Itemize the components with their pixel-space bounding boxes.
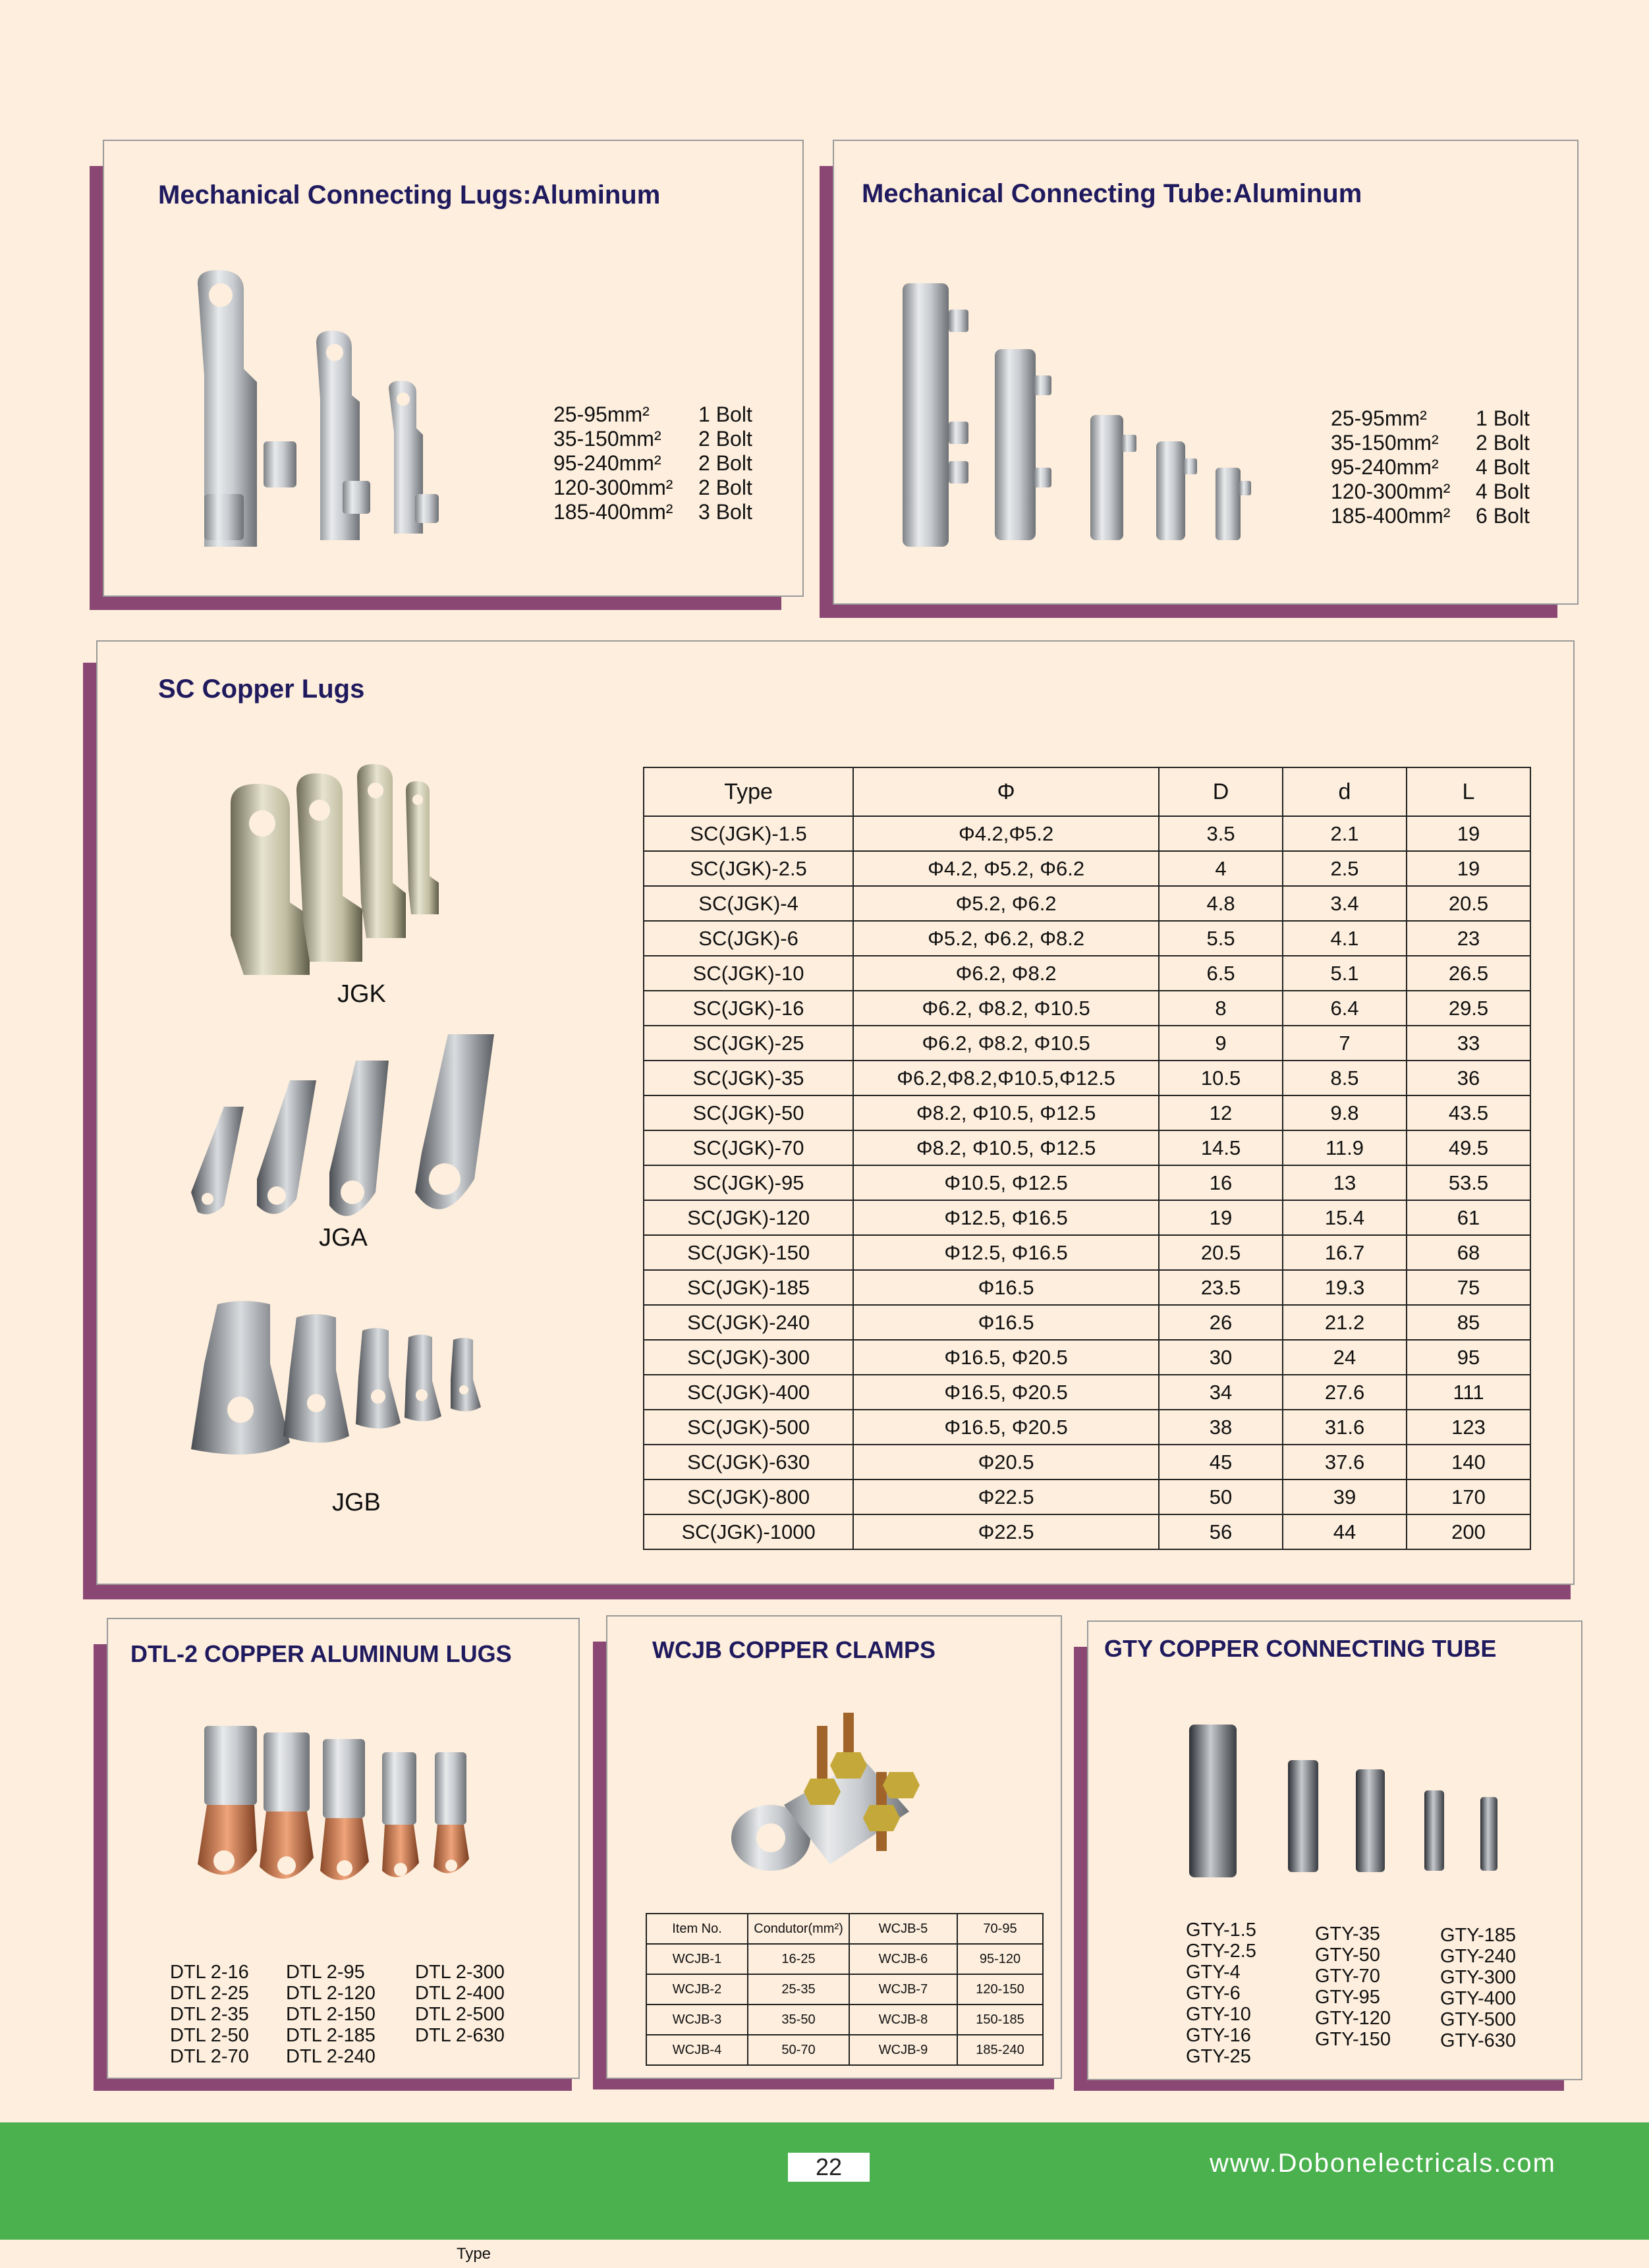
spec-row: 35-150mm² 2 Bolt <box>1331 431 1530 455</box>
table-cell: 95-120 <box>957 1944 1043 1974</box>
spec-row: 95-240mm² 2 Bolt <box>553 451 752 475</box>
list-item: GTY-400 <box>1440 1988 1516 2009</box>
table-row <box>644 991 1530 1026</box>
table-cell: 20.5 <box>1159 1235 1283 1270</box>
table-cell: 35-50 <box>748 2005 849 2035</box>
table-cell: 20.5 <box>1407 886 1530 921</box>
table-cell: SC(JGK)-400 <box>644 1375 853 1410</box>
list-item: DTL 2-50 <box>170 2025 249 2046</box>
mech-lugs-image <box>191 270 481 553</box>
table-cell: Φ4.2, Φ5.2, Φ6.2 <box>853 851 1159 886</box>
col-header-phi: Φ <box>853 767 1159 816</box>
col-header-D: D <box>1159 767 1283 816</box>
table-cell: Φ8.2, Φ10.5, Φ12.5 <box>853 1095 1159 1130</box>
dtl-image <box>191 1726 507 1897</box>
table-row <box>646 1974 1043 2005</box>
table-cell: 170 <box>1407 1480 1530 1514</box>
table-row <box>644 1061 1530 1095</box>
dtl-col <box>415 1962 505 2067</box>
dtl-list <box>170 1962 505 2067</box>
table-cell: 4 <box>1159 851 1283 886</box>
col-header-conductor: Condutor(mm²) <box>748 1914 849 1944</box>
col-header-type: Type <box>644 767 853 816</box>
table-cell: Φ10.5, Φ12.5 <box>853 1165 1159 1200</box>
wcjb-title: WCJB COPPER CLAMPS <box>652 1636 936 1663</box>
spec-row: 35-150mm² 2 Bolt <box>553 427 752 451</box>
table-row <box>644 886 1530 921</box>
table-cell: 43.5 <box>1407 1095 1530 1130</box>
gty-col <box>1315 1920 1440 2067</box>
table-cell: 75 <box>1407 1270 1530 1305</box>
table-cell: SC(JGK)-95 <box>644 1165 853 1200</box>
table-cell: 26 <box>1159 1305 1283 1340</box>
table-cell: WCJB-1 <box>646 1944 748 1974</box>
list-item: GTY-6 <box>1186 1983 1241 2004</box>
table-cell: 61 <box>1407 1200 1530 1235</box>
table-row <box>644 1480 1530 1514</box>
table-cell: 34 <box>1159 1375 1283 1410</box>
table-cell: Φ16.5, Φ20.5 <box>853 1340 1159 1375</box>
table-cell: 45 <box>1159 1445 1283 1480</box>
table-cell: 12 <box>1159 1095 1283 1130</box>
list-item: GTY-35 <box>1315 1923 1380 1945</box>
table-row <box>644 1305 1530 1340</box>
jgk-image <box>217 764 455 975</box>
table-row <box>644 1375 1530 1410</box>
table-cell: 2.5 <box>1283 851 1407 886</box>
table-cell: Φ16.5, Φ20.5 <box>853 1375 1159 1410</box>
gty-title: GTY COPPER CONNECTING TUBE <box>1104 1635 1497 1662</box>
table-cell: SC(JGK)-240 <box>644 1305 853 1340</box>
table-row <box>644 921 1530 956</box>
table-cell: SC(JGK)-50 <box>644 1095 853 1130</box>
list-item: DTL 2-300 <box>415 1962 505 1983</box>
table-cell: Φ5.2, Φ6.2, Φ8.2 <box>853 921 1159 956</box>
list-item: GTY-95 <box>1315 1987 1380 2008</box>
table-header-row <box>646 1914 1043 1944</box>
wcjb-table <box>646 1913 1044 2066</box>
table-cell: 6.4 <box>1283 991 1407 1026</box>
table-cell: 44 <box>1283 1514 1407 1549</box>
spec-row: 25-95mm² 1 Bolt <box>553 402 752 426</box>
table-cell: Φ8.2, Φ10.5, Φ12.5 <box>853 1130 1159 1165</box>
list-item: DTL 2-185 <box>286 2025 376 2046</box>
table-cell: 70-95 <box>957 1914 1043 1944</box>
spec-row: 120-300mm² 2 Bolt <box>553 476 752 499</box>
table-cell: 33 <box>1407 1026 1530 1061</box>
table-cell: SC(JGK)-70 <box>644 1130 853 1165</box>
list-item: GTY-1.5 <box>1186 1920 1256 1941</box>
table-cell: 49.5 <box>1407 1130 1530 1165</box>
page-number: 22 <box>788 2153 870 2182</box>
table-cell: WCJB-8 <box>849 2005 957 2035</box>
table-cell: 19 <box>1407 816 1530 851</box>
dtl-col <box>286 1962 415 2067</box>
table-cell: 8.5 <box>1283 1061 1407 1095</box>
sc-lugs-title: SC Copper Lugs <box>158 675 365 704</box>
table-row <box>644 1165 1530 1200</box>
spec-row: 185-400mm² 6 Bolt <box>1331 504 1530 528</box>
table-cell: 14.5 <box>1159 1130 1283 1165</box>
table-row <box>644 1095 1530 1130</box>
table-row <box>644 1340 1530 1375</box>
col-header-L: L <box>1407 767 1530 816</box>
table-cell: Φ6.2, Φ8.2, Φ10.5 <box>853 1026 1159 1061</box>
table-row <box>644 1235 1530 1270</box>
list-item: GTY-16 <box>1186 2025 1251 2046</box>
gty-col <box>1440 1920 1516 2067</box>
table-cell: SC(JGK)-150 <box>644 1235 853 1270</box>
list-item: DTL 2-630 <box>415 2025 505 2046</box>
table-cell: SC(JGK)-10 <box>644 956 853 991</box>
table-row <box>646 2035 1043 2065</box>
jgb-image <box>191 1298 514 1462</box>
table-cell: 4.1 <box>1283 921 1407 956</box>
table-cell: 36 <box>1407 1061 1530 1095</box>
table-cell: 150-185 <box>957 2005 1043 2035</box>
mech-tube-title: Mechanical Connecting Tube:Aluminum <box>862 179 1362 208</box>
list-item: DTL 2-35 <box>170 2004 249 2025</box>
table-cell: 3.5 <box>1159 816 1283 851</box>
table-cell: Φ12.5, Φ16.5 <box>853 1235 1159 1270</box>
list-item: DTL 2-16 <box>170 1962 249 1983</box>
table-cell: 53.5 <box>1407 1165 1530 1200</box>
table-row <box>644 1410 1530 1445</box>
table-cell: 16 <box>1159 1165 1283 1200</box>
table-cell: Φ6.2, Φ8.2, Φ10.5 <box>853 991 1159 1026</box>
table-cell: 23.5 <box>1159 1270 1283 1305</box>
table-cell: 37.6 <box>1283 1445 1407 1480</box>
list-item: DTL 2-240 <box>286 2046 376 2067</box>
list-item: DTL 2-95 <box>286 1962 365 1983</box>
table-cell: 95 <box>1407 1340 1530 1375</box>
table-cell: Φ4.2,Φ5.2 <box>853 816 1159 851</box>
list-item: GTY-4 <box>1186 1962 1241 1983</box>
table-cell: SC(JGK)-16 <box>644 991 853 1026</box>
table-cell: Φ16.5 <box>853 1270 1159 1305</box>
col-header-item: Item No. <box>646 1914 748 1944</box>
table-cell: 24 <box>1283 1340 1407 1375</box>
list-item: DTL 2-150 <box>286 2004 376 2025</box>
table-cell: 23 <box>1407 921 1530 956</box>
list-item: DTL 2-25 <box>170 1983 249 2004</box>
table-row <box>644 816 1530 851</box>
table-cell: 7 <box>1283 1026 1407 1061</box>
table-cell: 19.3 <box>1283 1270 1407 1305</box>
table-cell: 25-35 <box>748 1974 849 2005</box>
table-cell: SC(JGK)-2.5 <box>644 851 853 886</box>
table-cell: 50 <box>1159 1480 1283 1514</box>
table-cell: Φ20.5 <box>853 1445 1159 1480</box>
list-item: GTY-300 <box>1440 1967 1516 1988</box>
table-cell: SC(JGK)-120 <box>644 1200 853 1235</box>
spec-row: 185-400mm² 3 Bolt <box>553 500 752 524</box>
jga-label: JGA <box>319 1224 368 1252</box>
gty-image <box>1186 1725 1509 1883</box>
table-cell: 13 <box>1283 1165 1407 1200</box>
col-header-d: d <box>1283 767 1407 816</box>
table-cell: 38 <box>1159 1410 1283 1445</box>
table-row <box>646 1944 1043 1974</box>
list-item: GTY-120 <box>1315 2008 1391 2029</box>
table-cell: 68 <box>1407 1235 1530 1270</box>
table-cell: SC(JGK)-800 <box>644 1480 853 1514</box>
table-cell: 111 <box>1407 1375 1530 1410</box>
table-cell: 21.2 <box>1283 1305 1407 1340</box>
table-cell: 200 <box>1407 1514 1530 1549</box>
table-cell: Φ16.5 <box>853 1305 1159 1340</box>
spec-row: 25-95mm² 1 Bolt <box>1331 406 1530 430</box>
mech-lugs-specs <box>553 402 752 524</box>
table-cell: 39 <box>1283 1480 1407 1514</box>
table-cell: SC(JGK)-300 <box>644 1340 853 1375</box>
jga-image <box>178 1034 520 1238</box>
table-cell: SC(JGK)-6 <box>644 921 853 956</box>
table-row <box>644 851 1530 886</box>
table-cell: 185-240 <box>957 2035 1043 2065</box>
list-item: DTL 2-70 <box>170 2046 249 2067</box>
list-item: DTL 2-500 <box>415 2004 505 2025</box>
table-cell: Φ6.2,Φ8.2,Φ10.5,Φ12.5 <box>853 1061 1159 1095</box>
table-row <box>644 1514 1530 1549</box>
table-cell: 6.5 <box>1159 956 1283 991</box>
table-row <box>644 956 1530 991</box>
table-cell: WCJB-6 <box>849 1944 957 1974</box>
table-cell: 8 <box>1159 991 1283 1026</box>
table-cell: SC(JGK)-500 <box>644 1410 853 1445</box>
table-cell: WCJB-7 <box>849 1974 957 2005</box>
table-cell: Φ12.5, Φ16.5 <box>853 1200 1159 1235</box>
list-item: DTL 2-120 <box>286 1983 376 2004</box>
table-cell: 50-70 <box>748 2035 849 2065</box>
table-cell: 5.1 <box>1283 956 1407 991</box>
table-cell: Φ22.5 <box>853 1514 1159 1549</box>
table-cell: SC(JGK)-185 <box>644 1270 853 1305</box>
table-cell: 9.8 <box>1283 1095 1407 1130</box>
table-cell: SC(JGK)-25 <box>644 1026 853 1061</box>
table-cell: 123 <box>1407 1410 1530 1445</box>
table-row <box>644 1026 1530 1061</box>
sc-lugs-table <box>643 767 1531 1550</box>
table-cell: SC(JGK)-35 <box>644 1061 853 1095</box>
list-item: GTY-25 <box>1186 2046 1251 2067</box>
table-cell: 10.5 <box>1159 1061 1283 1095</box>
table-cell: SC(JGK)-1000 <box>644 1514 853 1549</box>
table-cell: 3.4 <box>1283 886 1407 921</box>
gty-col <box>1186 1920 1315 2067</box>
mech-tube-image <box>896 283 1265 547</box>
table-cell: 30 <box>1159 1340 1283 1375</box>
table-cell: 26.5 <box>1407 956 1530 991</box>
dtl-col <box>170 1962 286 2067</box>
table-cell: 5.5 <box>1159 921 1283 956</box>
table-cell: WCJB-4 <box>646 2035 748 2065</box>
table-row <box>644 1130 1530 1165</box>
table-cell: Φ22.5 <box>853 1480 1159 1514</box>
list-item: GTY-185 <box>1440 1925 1516 1946</box>
list-item: GTY-630 <box>1440 2030 1516 2051</box>
wcjb-image <box>725 1713 936 1884</box>
table-cell: 9 <box>1159 1026 1283 1061</box>
table-cell: 27.6 <box>1283 1375 1407 1410</box>
table-cell: Φ16.5, Φ20.5 <box>853 1410 1159 1445</box>
list-item: DTL 2-400 <box>415 1983 505 2004</box>
jgb-label: JGB <box>332 1489 381 1516</box>
list-item: GTY-500 <box>1440 2009 1516 2030</box>
table-cell: WCJB-2 <box>646 1974 748 2005</box>
table-cell: 15.4 <box>1283 1200 1407 1235</box>
website-link[interactable]: www.Dobonelectricals.com <box>1210 2149 1556 2178</box>
spec-row: 120-300mm² 4 Bolt <box>1331 480 1530 503</box>
table-cell: SC(JGK)-1.5 <box>644 816 853 851</box>
dtl-title: DTL-2 COPPER ALUMINUM LUGS <box>130 1640 512 1667</box>
table-cell: 120-150 <box>957 1974 1043 2005</box>
table-row <box>646 2005 1043 2035</box>
list-item: GTY-150 <box>1315 2029 1391 2050</box>
table-cell: 85 <box>1407 1305 1530 1340</box>
table-cell: SC(JGK)-630 <box>644 1445 853 1480</box>
table-row <box>644 1270 1530 1305</box>
table-cell: 19 <box>1407 851 1530 886</box>
list-item: GTY-2.5 <box>1186 1941 1256 1962</box>
bottom-label: Type <box>457 2245 491 2263</box>
gty-list <box>1186 1920 1516 2067</box>
table-cell: 16.7 <box>1283 1235 1407 1270</box>
list-item: GTY-70 <box>1315 1966 1380 1987</box>
table-cell: 4.8 <box>1159 886 1283 921</box>
table-cell: 19 <box>1159 1200 1283 1235</box>
table-cell: Φ6.2, Φ8.2 <box>853 956 1159 991</box>
jgk-label: JGK <box>337 980 386 1008</box>
table-cell: SC(JGK)-4 <box>644 886 853 921</box>
table-cell: WCJB-9 <box>849 2035 957 2065</box>
table-cell: 56 <box>1159 1514 1283 1549</box>
table-cell: 140 <box>1407 1445 1530 1480</box>
list-item: GTY-240 <box>1440 1946 1516 1967</box>
table-cell: 11.9 <box>1283 1130 1407 1165</box>
table-cell: 31.6 <box>1283 1410 1407 1445</box>
table-row <box>644 1445 1530 1480</box>
table-cell: 29.5 <box>1407 991 1530 1026</box>
table-cell: Φ5.2, Φ6.2 <box>853 886 1159 921</box>
list-item: GTY-50 <box>1315 1945 1380 1966</box>
table-row <box>644 1200 1530 1235</box>
list-item: GTY-10 <box>1186 2004 1251 2025</box>
table-cell: 16-25 <box>748 1944 849 1974</box>
table-cell: WCJB-5 <box>849 1914 957 1944</box>
table-cell: 2.1 <box>1283 816 1407 851</box>
spec-row: 95-240mm² 4 Bolt <box>1331 455 1530 479</box>
mech-tube-specs <box>1331 406 1530 528</box>
table-cell: WCJB-3 <box>646 2005 748 2035</box>
mech-lugs-title: Mechanical Connecting Lugs:Aluminum <box>158 180 661 209</box>
table-header-row <box>644 767 1530 816</box>
